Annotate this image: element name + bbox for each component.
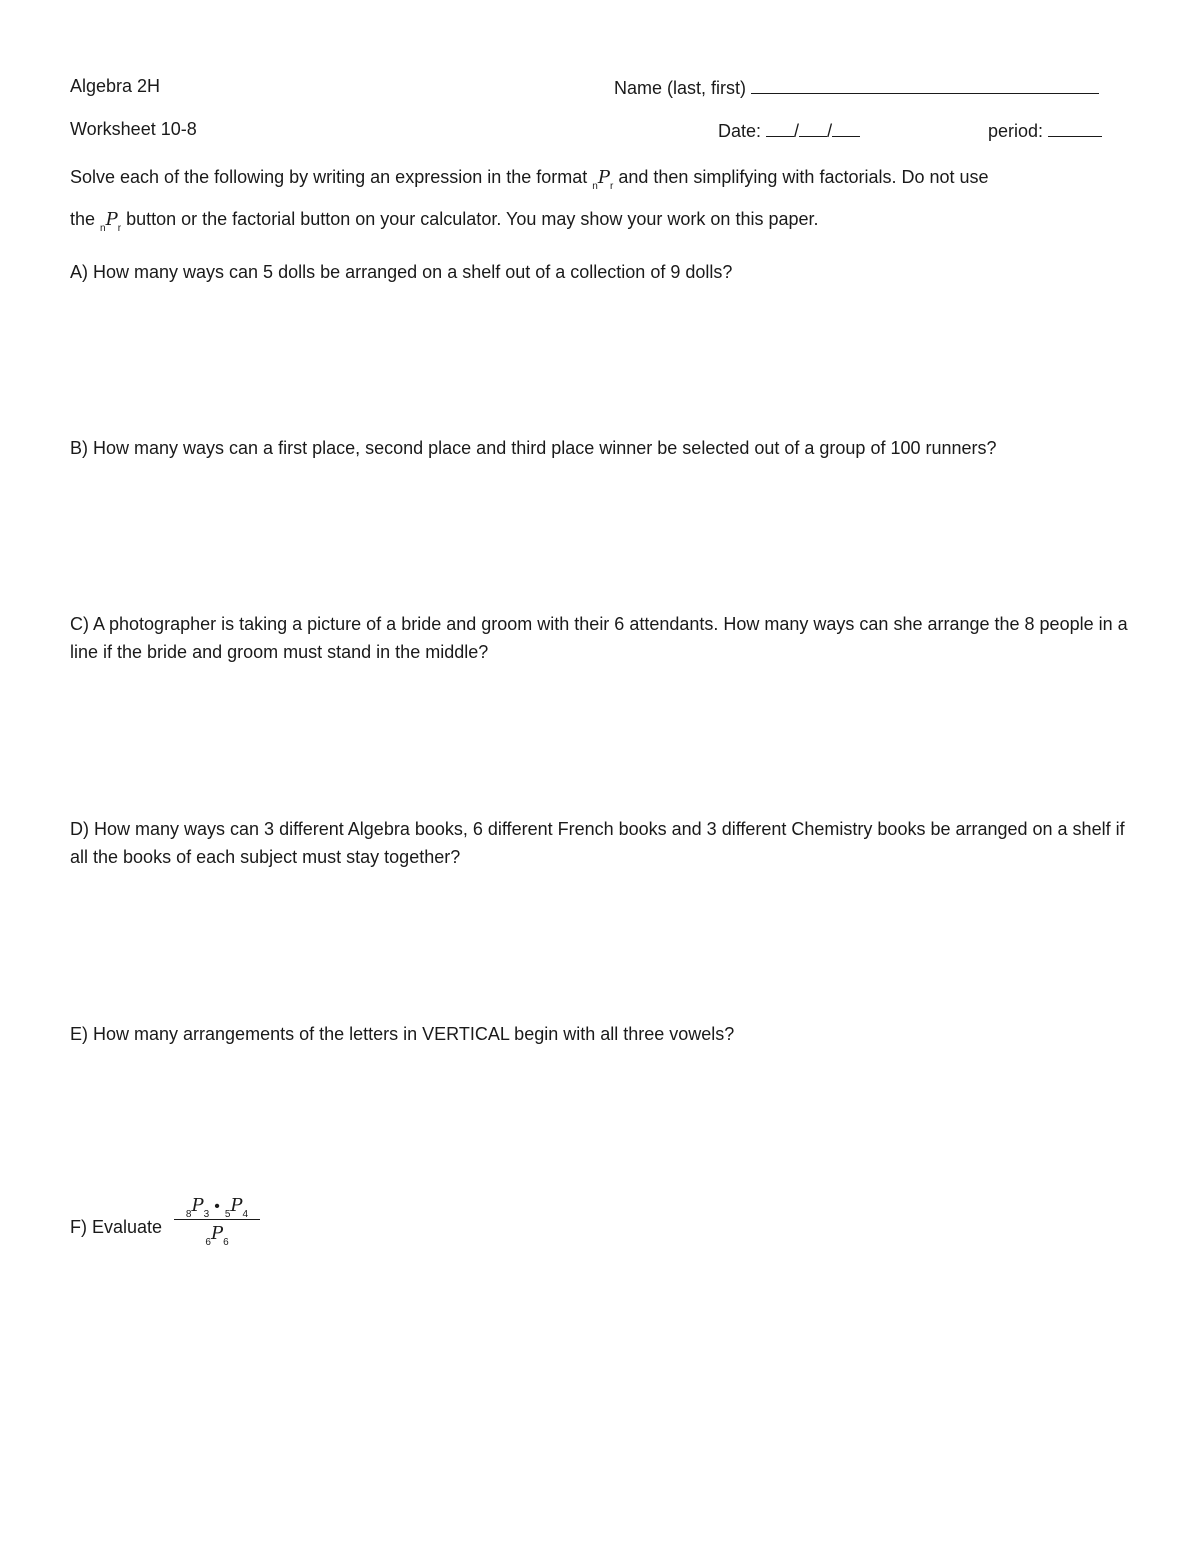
- instructions-text: and then simplifying with factorials. Do not use: [618, 167, 989, 187]
- multiply-dot: •: [214, 1198, 220, 1215]
- name-field[interactable]: [614, 77, 1099, 97]
- instructions-text: button or the factorial button on your calculator. You may show your work on this paper.: [126, 209, 819, 229]
- date-day-blank[interactable]: [799, 120, 827, 137]
- name-label: Name (last, first): [614, 78, 747, 98]
- fraction-numerator: $_8P_3$ • $_5P_4$: [185, 1195, 249, 1220]
- permutation-notation: $_nP_r$: [592, 167, 614, 192]
- worksheet-title: Worksheet 10-8: [70, 119, 197, 139]
- fraction-denominator: $_6P_6$: [205, 1223, 229, 1248]
- period-blank-line[interactable]: [1048, 120, 1102, 137]
- period-field[interactable]: [988, 120, 1102, 140]
- question-c: C) A photographer is taking a picture of a bride and groom with their 6 attendants. How many ways can she arrange the 8 people in a line if the bride and groom must stand in the middle?: [70, 614, 1128, 662]
- question-a: A) How many ways can 5 dolls be arranged on a shelf out of a collection of 9 dolls?: [70, 262, 733, 282]
- question-d: D) How many ways can 3 different Algebra books, 6 different French books and 3 different Chemistry books be arranged on a shelf if all the books of each subject must stay together?: [70, 819, 1125, 867]
- course-title: Algebra 2H: [70, 76, 161, 96]
- question-f-label: F) Evaluate: [70, 1217, 163, 1237]
- date-separator: /: [794, 121, 800, 141]
- date-year-blank[interactable]: [832, 120, 860, 137]
- question-b: B) How many ways can a first place, second place and third place winner be selected out of a group of 100 runners?: [70, 438, 997, 458]
- question-e: E) How many arrangements of the letters in VERTICAL begin with all three vowels?: [70, 1024, 735, 1044]
- date-field[interactable]: [718, 120, 860, 140]
- evaluate-fraction: [174, 1195, 260, 1248]
- date-month-blank[interactable]: [766, 120, 794, 137]
- period-label: period:: [988, 121, 1044, 141]
- instructions-text: Solve each of the following by writing an expression in the format: [70, 167, 588, 187]
- instructions-line-2: [70, 209, 819, 234]
- instructions-line-1: [70, 167, 989, 192]
- date-label: Date:: [718, 121, 762, 141]
- instructions-text: the: [70, 209, 96, 229]
- permutation-notation: $_nP_r$: [100, 209, 122, 234]
- date-separator: /: [827, 121, 833, 141]
- name-blank-line[interactable]: [751, 77, 1099, 94]
